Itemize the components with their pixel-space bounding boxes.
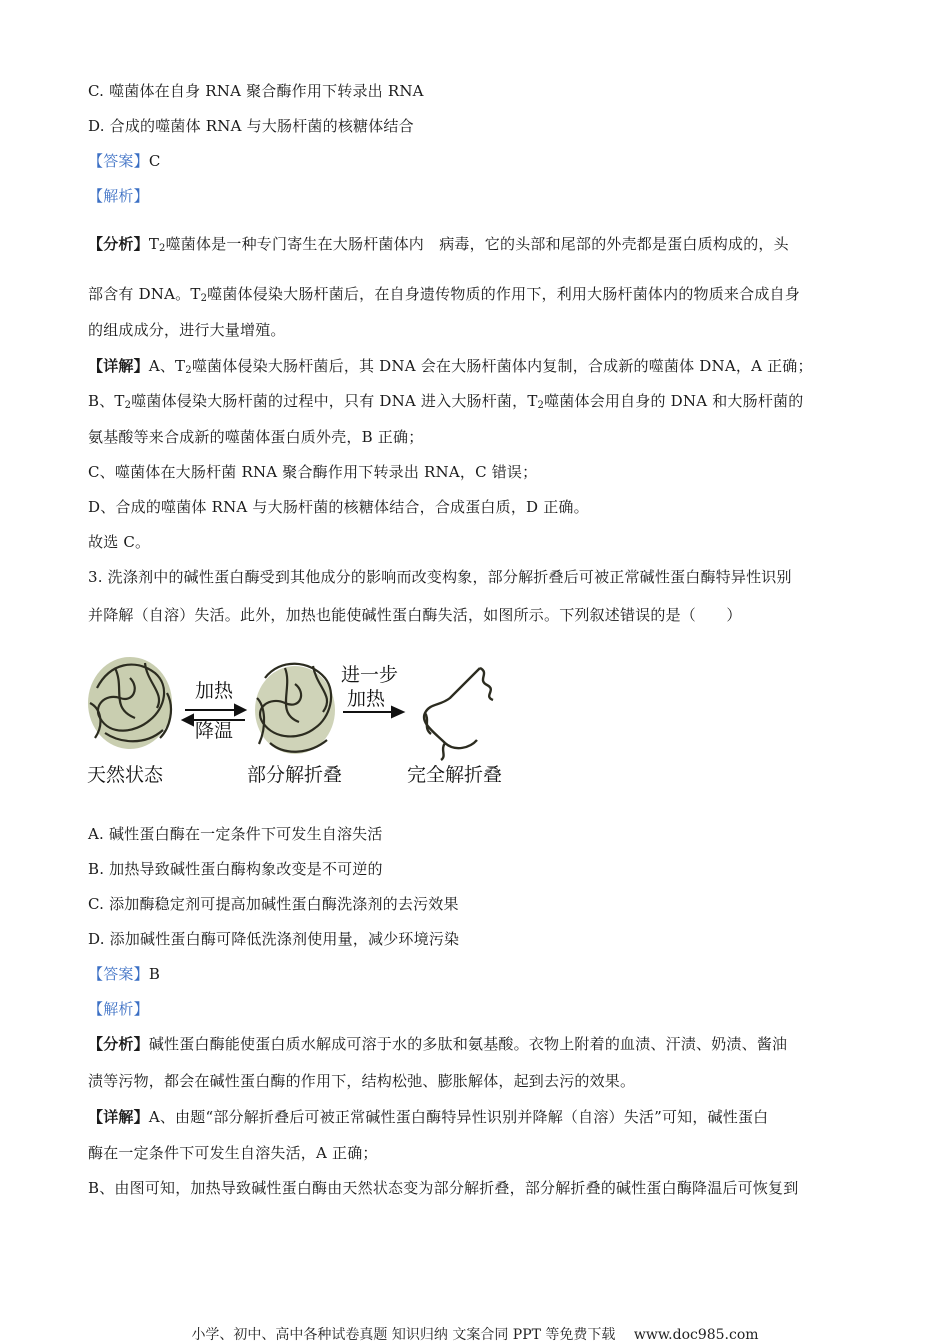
option-c: C. 添加酶稳定剂可提高加碱性蛋白酶洗涤剂的去污效果	[88, 895, 459, 913]
option-a: A. 碱性蛋白酶在一定条件下可发生自溶失活	[88, 825, 383, 843]
xiangjie-1-c: C、噬菌体在大肠杆菌 RNA 聚合酶作用下转录出 RNA，C 错误；	[88, 463, 538, 481]
text: 噬菌体侵染大肠杆菌后，在自身遗传物质的作用下，利用大肠杆菌体内的物质来合成自身	[207, 285, 800, 303]
fenxi-tag: 【分析】	[88, 235, 149, 253]
option-d: D. 添加碱性蛋白酶可降低洗涤剂使用量，减少环境污染	[88, 930, 460, 948]
question-3-line-1: 3. 洗涤剂中的碱性蛋白酶受到其他成分的影响而改变构象，部分解折叠后可被正常碱性蛋白酶特异性识别	[88, 568, 792, 586]
xiangjie-1-b-line-1	[88, 391, 803, 416]
xiangjie-2-b-line-1: B、由图可知，加热导致碱性蛋白酶由天然状态变为部分解折叠，部分解折叠的碱性蛋白酶降温后可恢复到	[88, 1179, 799, 1197]
text: A、T	[148, 357, 186, 375]
text: 碱性蛋白酶能使蛋白质水解成可溶于水的多肽和氨基酸。衣物上附着的血渍、汗渍、奶渍、酱油	[148, 1035, 788, 1053]
answer-value: B	[148, 965, 161, 983]
xiangjie-1-a	[88, 356, 813, 381]
subscript: 2	[159, 243, 166, 254]
label-partial-unfold: 部分解折叠	[247, 764, 343, 786]
subscript: 2	[200, 293, 208, 304]
question-3-line-2: 并降解（自溶）失活。此外，加热也能使碱性蛋白酶失活，如图所示。下列叙述错误的是（ ）	[88, 606, 742, 624]
xiangjie-2-line-1	[88, 1107, 768, 1127]
xiangjie-1-b-line-2: 氨基酸等来合成新的噬菌体蛋白质外壳，B 正确；	[88, 428, 424, 446]
fenxi-tag: 【分析】	[88, 1035, 149, 1053]
option-c-prev: C. 噬菌体在自身 RNA 聚合酶作用下转录出 RNA	[88, 82, 424, 100]
option-d-prev: D. 合成的噬菌体 RNA 与大肠杆菌的核糖体结合	[88, 117, 414, 135]
label-native-state: 天然状态	[87, 764, 164, 786]
subscript: 2	[124, 400, 132, 411]
label-cooling: 降温	[195, 720, 234, 742]
subscript: 2	[185, 365, 192, 376]
answer-tag: 【答案】	[88, 965, 149, 983]
option-b: B. 加热导致碱性蛋白酶构象改变是不可逆的	[88, 860, 383, 878]
label-further-heating: 加热	[347, 688, 386, 710]
xiangjie-2-line-2: 酶在一定条件下可发生自溶失活，A 正确；	[88, 1144, 378, 1162]
text: 噬菌体会用自身的 DNA 和大肠杆菌的	[544, 392, 804, 410]
page-footer: 小学、初中、高中各种试卷真题 知识归纳 文案合同 PPT 等免费下载 www.doc985.com	[191, 1327, 759, 1343]
xiangjie-tag: 【详解】	[88, 357, 149, 375]
xiangjie-tag: 【详解】	[88, 1108, 149, 1126]
label-full-unfold: 完全解折叠	[407, 764, 503, 786]
conclusion-1: 故选 C。	[88, 533, 151, 551]
answer-1	[88, 151, 161, 171]
fenxi-2-line-2: 渍等污物，都会在碱性蛋白酶的作用下，结构松弛、膨胀解体，起到去污的效果。	[88, 1072, 636, 1090]
partial-unfolded-protein-icon	[255, 664, 335, 754]
analysis-tag-2: 【解析】	[88, 1000, 149, 1018]
text: B、T	[88, 392, 125, 410]
analysis-tag-1: 【解析】	[88, 187, 149, 205]
text: 噬菌体侵染大肠杆菌的过程中，只有 DNA 进入大肠杆菌，T	[131, 392, 538, 410]
text: T	[148, 235, 160, 253]
answer-tag: 【答案】	[88, 152, 149, 170]
native-protein-icon	[88, 657, 172, 749]
text: 噬菌体是一种专门寄生在大肠杆菌体内 病毒，它的头部和尾部的外壳都是蛋白质构成的，头	[165, 235, 789, 253]
text: 部含有 DNA。T	[88, 285, 201, 303]
answer-2	[88, 964, 160, 984]
fenxi-1-line-3: 的组成成分，进行大量增殖。	[88, 321, 286, 339]
protein-folding-figure	[85, 648, 515, 806]
answer-value: C	[148, 152, 161, 170]
label-heating: 加热	[195, 680, 234, 702]
xiangjie-1-d: D、合成的噬菌体 RNA 与大肠杆菌的核糖体结合，合成蛋白质，D 正确。	[88, 498, 589, 516]
label-further: 进一步	[341, 664, 399, 686]
text: A、由题“部分解折叠后可被正常碱性蛋白酶特异性识别并降解（自溶）失活”可知，碱性蛋白	[148, 1108, 769, 1126]
unfolded-protein-icon	[424, 668, 493, 760]
fenxi-1-line-1	[88, 234, 789, 259]
fenxi-2-line-1	[88, 1034, 787, 1054]
subscript: 2	[537, 400, 545, 411]
fenxi-1-line-2	[88, 284, 800, 309]
text: 噬菌体侵染大肠杆菌后，其 DNA 会在大肠杆菌体内复制，合成新的噬菌体 DNA，A 正确；	[191, 357, 813, 375]
